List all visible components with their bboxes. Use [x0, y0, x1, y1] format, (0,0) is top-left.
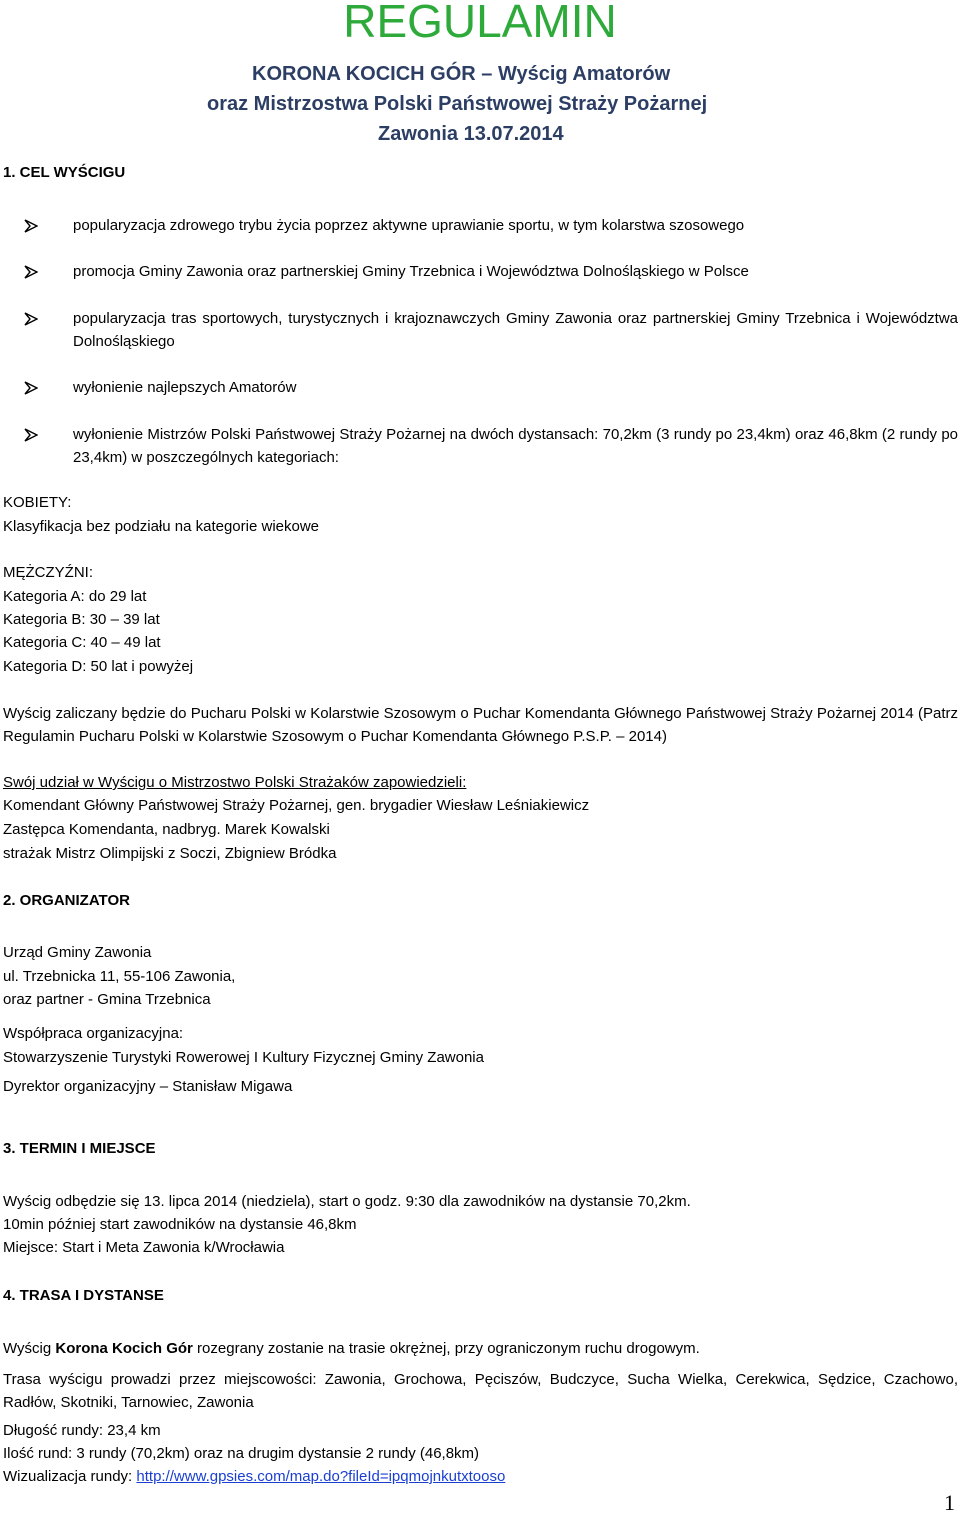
section-3-heading: 3. TERMIN I MIEJSCE: [3, 1140, 156, 1157]
date-line: 10min później start zawodników na dystansie 46,8km: [3, 1216, 357, 1233]
race-suffix: rozegrany zostanie na trasie okrężnej, przy ograniczonym ruchu drogowym.: [192, 1340, 700, 1357]
cup-paragraph: Wyścig zaliczany będzie do Pucharu Polski w Kolarstwie Szosowym o Puchar Komendanta Głównego Państwowej Straży Pożarnej 2014 (Patrz Regulamin Pucharu Polski w Kolarstwie Szosowym o Puchar Komendanta Głównego P.S.P. – 2014): [3, 705, 958, 745]
route-paragraph: Trasa wyścigu prowadzi przez miejscowości: Zawonia, Grochowa, Pęciszów, Budczyce, Sucha Wielka, Cerekwica, Sędzice, Czachowo, Radłów, Skotniki, Tarnowiec, Zawonia: [3, 1371, 958, 1411]
lap-length: Długość rundy: 23,4 km: [3, 1422, 161, 1439]
visualization-line: [3, 1468, 505, 1486]
race-prefix: Wyścig: [3, 1340, 56, 1357]
date-line: Wyścig odbędzie się 13. lipca 2014 (niedziela), start o godz. 9:30 dla zawodników na dystansie 70,2km.: [3, 1193, 691, 1210]
bullet-item: wyłonienie najlepszych Amatorów: [73, 379, 297, 396]
announced-item: Komendant Główny Państwowej Straży Pożarnej, gen. brygadier Wiesław Leśniakiewicz: [3, 797, 590, 814]
women-text: Klasyfikacja bez podziału na kategorie wiekowe: [3, 518, 320, 535]
bullet-item: wyłonienie Mistrzów Polski Państwowej Straży Pożarnej na dwóch dystansach: 70,2km (3 rundy po 23,4km) oraz 46,8km (2 rundy po 23,4km) w poszczególnych kategoriach:: [73, 426, 958, 466]
subtitle-line-2: oraz Mistrzostwa Polski Państwowej Straży Pożarnej: [207, 93, 708, 115]
lap-count: Ilość rund: 3 rundy (70,2km) oraz na drugim dystansie 2 rundy (46,8km): [3, 1445, 480, 1462]
men-label: MĘŻCZYŹNI:: [3, 564, 93, 581]
organizer-line: Urząd Gminy Zawonia: [3, 944, 152, 961]
women-label: KOBIETY:: [3, 494, 72, 511]
announced-item: strażak Mistrz Olimpijski z Soczi, Zbigniew Bródka: [3, 845, 337, 862]
race-line: [3, 1340, 700, 1358]
bullet-item: promocja Gminy Zawonia oraz partnerskiej Gminy Trzebnica i Województwa Dolnośląskiego w Polsce: [73, 263, 749, 280]
arrow-bullet-icon: [24, 265, 38, 279]
men-category: Kategoria C: 40 – 49 lat: [3, 634, 161, 651]
page-title: REGULAMIN: [343, 0, 617, 47]
subtitle-line-1: KORONA KOCICH GÓR – Wyścig Amatorów: [252, 63, 671, 85]
arrow-bullet-icon: [24, 428, 38, 442]
arrow-bullet-icon: [24, 219, 38, 233]
bullet-item: popularyzacja tras sportowych, turystycznych i krajoznawczych Gminy Zawonia oraz partnerskiej Gminy Trzebnica i Województwa Dolnośląskiego: [73, 310, 958, 350]
men-category: Kategoria B: 30 – 39 lat: [3, 611, 160, 628]
arrow-bullet-icon: [24, 312, 38, 326]
section-2-heading: 2. ORGANIZATOR: [3, 892, 130, 909]
announced-heading: Swój udział w Wyścigu o Mistrzostwo Polski Strażaków zapowiedzieli:: [3, 774, 467, 791]
subtitle-line-3: Zawonia 13.07.2014: [378, 123, 564, 145]
date-line: Miejsce: Start i Meta Zawonia k/Wrocławia: [3, 1239, 285, 1256]
organizer-line: ul. Trzebnicka 11, 55-106 Zawonia,: [3, 968, 236, 985]
visualization-label: Wizualizacja rundy:: [3, 1468, 137, 1485]
page-number: 1: [944, 1490, 955, 1515]
bullet-item: popularyzacja zdrowego trybu życia poprzez aktywne uprawianie sportu, w tym kolarstwa szosowego: [73, 217, 745, 234]
race-name: Korona Kocich Gór: [55, 1340, 193, 1357]
section-1-heading: 1. CEL WYŚCIGU: [3, 164, 126, 181]
gpsies-link[interactable]: http://www.gpsies.com/map.do?fileId=ipqmojnkutxtooso: [136, 1468, 506, 1485]
director-line: Dyrektor organizacyjny – Stanisław Migawa: [3, 1078, 293, 1095]
announced-item: Zastępca Komendanta, nadbryg. Marek Kowalski: [3, 821, 330, 838]
cooperation-label: Współpraca organizacyjna:: [3, 1025, 184, 1042]
men-category: Kategoria A: do 29 lat: [3, 588, 147, 605]
men-category: Kategoria D: 50 lat i powyżej: [3, 658, 194, 675]
organizer-line: oraz partner - Gmina Trzebnica: [3, 991, 211, 1008]
section-4-heading: 4. TRASA I DYSTANSE: [3, 1287, 164, 1304]
arrow-bullet-icon: [24, 381, 38, 395]
cooperation-text: Stowarzyszenie Turystyki Rowerowej I Kultury Fizycznej Gminy Zawonia: [3, 1049, 484, 1066]
